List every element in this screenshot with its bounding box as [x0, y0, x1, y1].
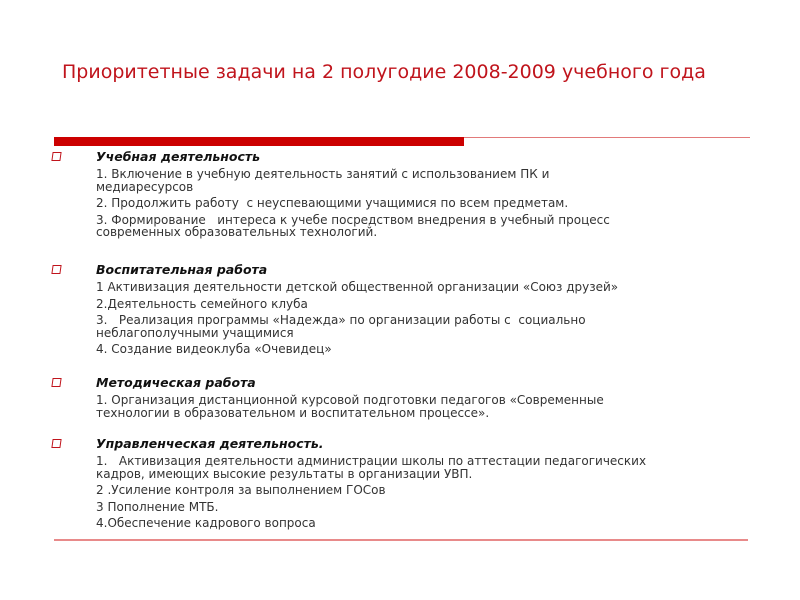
list-item	[96, 517, 752, 530]
list-item	[96, 214, 752, 239]
list-item-line: 2. Продолжить работу с неуспевающими учащимися по всем предметам.	[96, 196, 569, 210]
section-heading: Управленческая деятельность.	[96, 436, 324, 451]
list-item	[96, 501, 752, 514]
list-item	[96, 314, 752, 339]
section-heading: Методическая работа	[96, 375, 256, 390]
section	[52, 149, 752, 239]
list-item-line: неблагополучными учащимися	[96, 325, 294, 340]
list-item-line: 3 Пополнение МТБ.	[96, 499, 219, 514]
list-item-line: 4.Обеспечение кадрового вопроса	[96, 516, 316, 530]
section	[52, 375, 752, 419]
list-item-line: 4. Создание видеоклуба «Очевидец»	[96, 342, 332, 356]
list-item-line: 1 Активизация деятельности детской общественной организации «Союз друзей»	[96, 280, 619, 294]
square-bullet-icon	[51, 378, 61, 387]
list-item-line: 3. Реализация программы «Надежда» по организации работы с социально	[96, 313, 586, 327]
list-item-line: 3. Формирование интереса к учебе посредством внедрения в учебный процесс	[96, 212, 610, 227]
list-item-line: 1. Организация дистанционной курсовой подготовки педагогов «Современные	[96, 393, 604, 407]
list-item-line: 1. Включение в учебную деятельность занятий с использованием ПК и	[96, 167, 550, 181]
list-item-line: технологии в образовательном и воспитательном процессе».	[96, 405, 490, 420]
list-item	[96, 484, 752, 497]
list-item	[96, 394, 752, 419]
list-item-line: медиаресурсов	[96, 179, 194, 194]
list-item-line: современных образовательных технологий.	[96, 225, 378, 239]
title-accent-bar	[54, 137, 464, 146]
square-bullet-icon	[51, 152, 61, 161]
list-item	[96, 298, 752, 311]
list-item	[96, 343, 752, 356]
list-item	[96, 455, 752, 480]
square-bullet-icon	[51, 439, 61, 448]
list-item	[96, 197, 752, 210]
list-item-line: 2 .Усиление контроля за выполнением ГОСов	[96, 483, 386, 497]
list-item-line: кадров, имеющих высокие результаты в организации УВП.	[96, 466, 473, 481]
list-item	[96, 168, 752, 193]
list-item	[96, 281, 752, 294]
bottom-divider-line	[54, 539, 748, 541]
list-item-line: 2.Деятельность семейного клуба	[96, 296, 308, 311]
section	[52, 262, 752, 356]
list-item-line: 1. Активизация деятельности администрации школы по аттестации педагогических	[96, 454, 647, 468]
section	[52, 436, 752, 530]
slide-title: Приоритетные задачи на 2 полугодие 2008-2009 учебного года	[62, 61, 706, 83]
section-heading: Воспитательная работа	[96, 262, 268, 277]
square-bullet-icon	[51, 265, 61, 274]
section-heading: Учебная деятельность	[96, 149, 261, 164]
